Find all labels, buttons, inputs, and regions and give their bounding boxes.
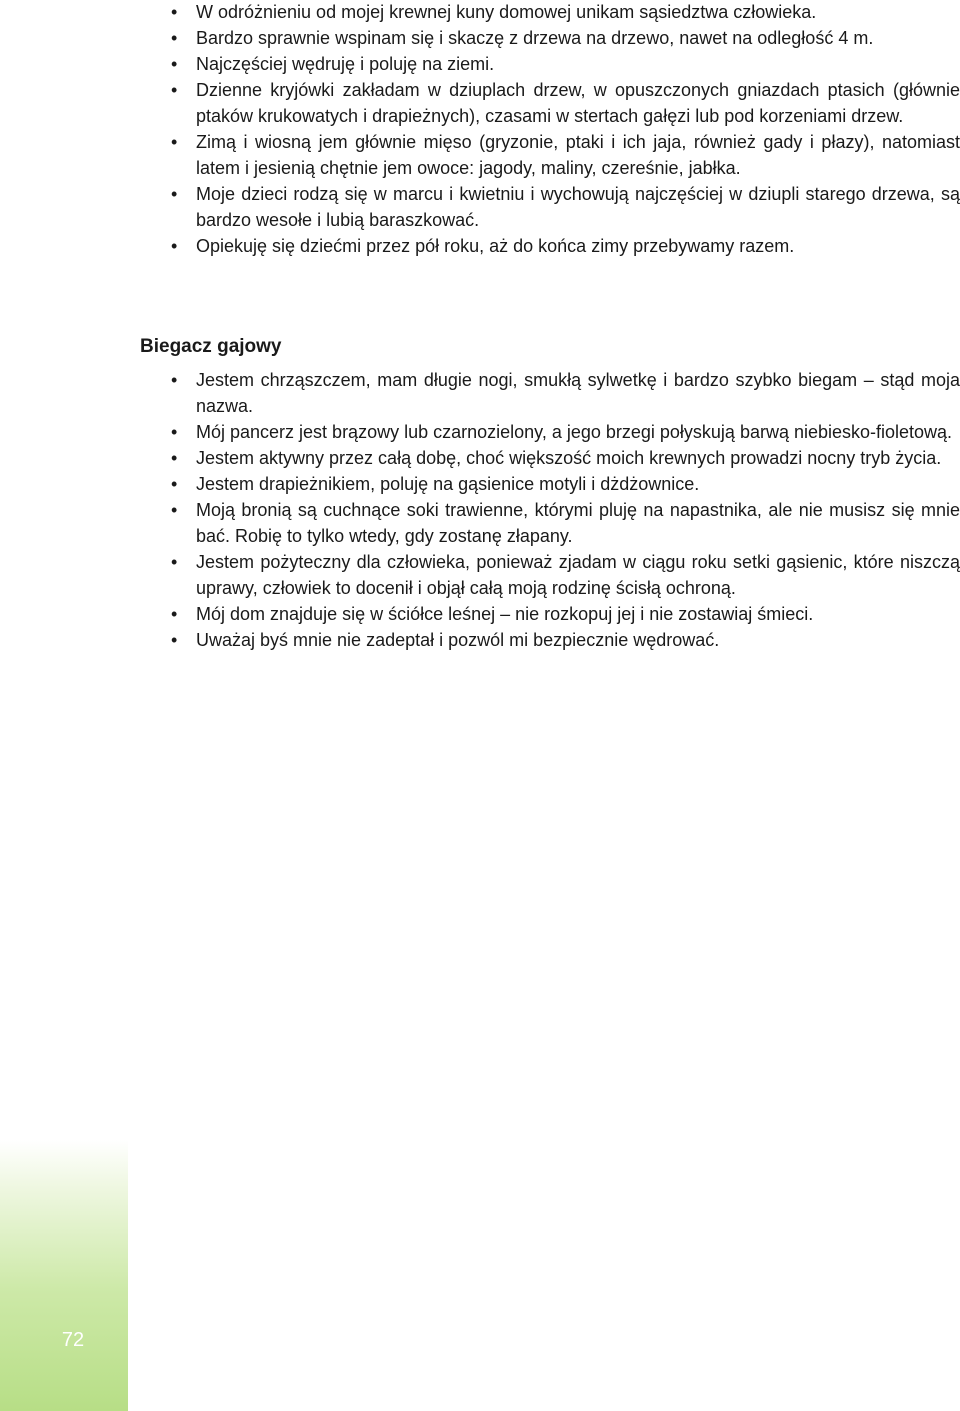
list-item: • Mój pancerz jest brązowy lub czarnozielony, a jego brzegi połyskują barwą niebiesko-fioletową. <box>0 419 960 445</box>
list-item: • Dzienne kryjówki zakładam w dziuplach drzew, w opuszczonych gniazdach ptasich (głównie ptaków krukowatych i drapieżnych), czasami w stertach gałęzi lub pod korzeniami drzew. <box>0 77 960 129</box>
list-item: • Moje dzieci rodzą się w marcu i kwietniu i wychowują najczęściej w dziupli starego drzewa, są bardzo wesołe i lubią baraszkować. <box>0 181 960 233</box>
section-heading: Biegacz gajowy <box>140 336 282 357</box>
list-item: • Jestem chrząszczem, mam długie nogi, smukłą sylwetkę i bardzo szybko biegam – stąd moja nazwa. <box>0 367 960 419</box>
list-item: • Zimą i wiosną jem głównie mięso (gryzonie, ptaki i ich jaja, również gady i płazy), natomiast latem i jesienią chętnie jem owoce: jagody, maliny, czereśnie, jabłka. <box>0 129 960 181</box>
list-item: • Jestem aktywny przez całą dobę, choć większość moich krewnych prowadzi nocny tryb życia. <box>0 445 960 471</box>
list-item: • Mój dom znajduje się w ściółce leśnej – nie rozkopuj jej i nie zostawiaj śmieci. <box>0 601 960 627</box>
list-item: • Opiekuję się dziećmi przez pół roku, aż do końca zimy przebywamy razem. <box>0 233 960 259</box>
bullet-list-marten <box>0 0 960 259</box>
list-item: • Moją bronią są cuchnące soki trawienne, którymi pluję na napastnika, ale nie musisz się mnie bać. Robię to tylko wtedy, gdy zostanę złapany. <box>0 497 960 549</box>
page-number-strip <box>0 1140 128 1411</box>
bullet-list-beetle <box>0 367 960 653</box>
list-item: • Jestem drapieżnikiem, poluję na gąsienice motyli i dżdżownice. <box>0 471 960 497</box>
list-item: • Bardzo sprawnie wspinam się i skaczę z drzewa na drzewo, nawet na odległość 4 m. <box>0 25 960 51</box>
list-item: • W odróżnieniu od mojej krewnej kuny domowej unikam sąsiedztwa człowieka. <box>0 0 960 25</box>
list-item: • Jestem pożyteczny dla człowieka, ponieważ zjadam w ciągu roku setki gąsienic, które niszczą uprawy, człowiek to docenił i objął całą moją rodzinę ścisłą ochroną. <box>0 549 960 601</box>
list-item: • Uważaj byś mnie nie zadeptał i pozwól mi bezpiecznie wędrować. <box>0 627 960 653</box>
page-number: 72 <box>61 1329 85 1351</box>
list-item: • Najczęściej wędruję i poluję na ziemi. <box>0 51 960 77</box>
